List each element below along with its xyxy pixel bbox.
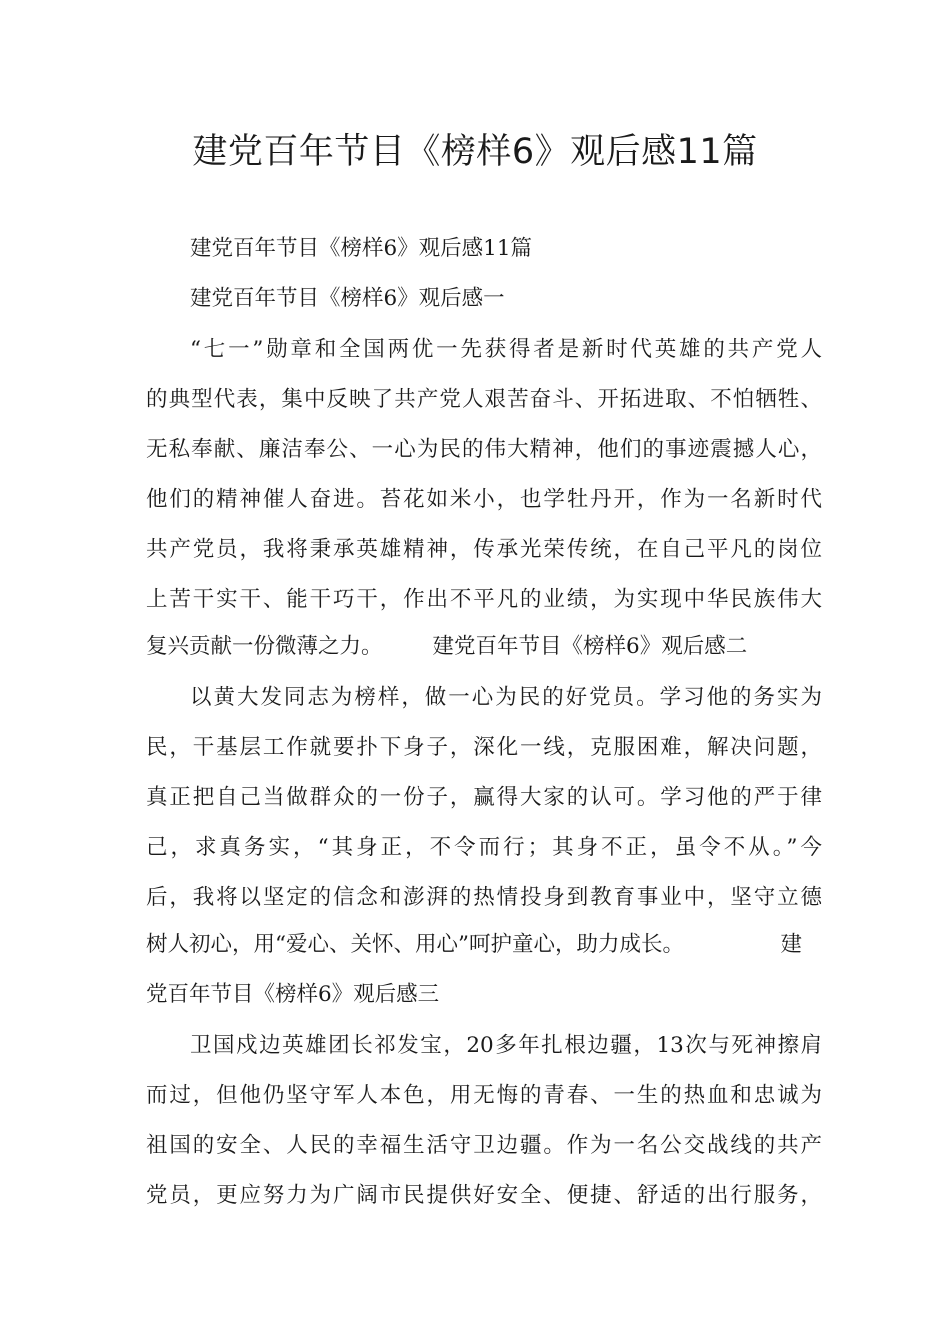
document-title: 建党百年节目《榜样6》观后感11篇 <box>192 132 758 172</box>
paragraph-line: 祖国的安全、人民的幸福生活守卫边疆。作为一名公交战线的共产 <box>146 1133 822 1158</box>
paragraph-line: “七一”勋章和全国两优一先获得者是新时代英雄的共产党人 <box>190 337 822 362</box>
paragraph-line: 而过，但他仍坚守军人本色，用无悔的青春、一生的热血和忠诚为 <box>146 1083 822 1108</box>
paragraph-line: 后，我将以坚定的信念和澎湃的热情投身到教育事业中，坚守立德 <box>146 885 822 910</box>
paragraph-line-mixed <box>146 624 822 670</box>
paragraph-line-mixed <box>146 922 822 968</box>
paragraph-line-end: 树人初心，用“爱心、关怀、用心”呵护童心，助力成长。 <box>146 932 684 957</box>
paragraph-line: 卫国戍边英雄团长祁发宝，20多年扎根边疆，13次与死神擦肩 <box>190 1033 822 1058</box>
section-heading-1: 建党百年节目《榜样6》观后感一 <box>190 286 505 311</box>
paragraph-line-end: 复兴贡献一份微薄之力。 <box>146 634 383 659</box>
paragraph-line: 他们的精神催人奋进。苔花如米小，也学牡丹开，作为一名新时代 <box>146 487 822 512</box>
paragraph-line: 无私奉献、廉洁奉公、一心为民的伟大精神，他们的事迹震撼人心， <box>146 437 822 462</box>
paragraph-line: 己，求真务实，“其身正，不令而行；其身不正，虽令不从。”今 <box>146 835 822 860</box>
section-heading-3-start: 建 <box>780 932 802 957</box>
paragraph-line: 以黄大发同志为榜样，做一心为民的好党员。学习他的务实为 <box>190 685 822 710</box>
paragraph-line: 共产党员，我将秉承英雄精神，传承光荣传统，在自己平凡的岗位 <box>146 537 822 562</box>
section-heading-3-end: 党百年节目《榜样6》观后感三 <box>146 982 440 1007</box>
paragraph-line: 党员，更应努力为广阔市民提供好安全、便捷、舒适的出行服务， <box>146 1183 822 1208</box>
subtitle-line: 建党百年节目《榜样6》观后感11篇 <box>190 236 533 261</box>
paragraph-line: 民，干基层工作就要扑下身子，深化一线，克服困难，解决问题， <box>146 735 822 760</box>
section-heading-2: 建党百年节目《榜样6》观后感二 <box>432 634 748 659</box>
paragraph-line: 的典型代表，集中反映了共产党人艰苦奋斗、开拓进取、不怕牺牲、 <box>146 387 822 412</box>
paragraph-line: 真正把自己当做群众的一份子，赢得大家的认可。学习他的严于律 <box>146 785 822 810</box>
paragraph-line: 上苦干实干、能干巧干，作出不平凡的业绩，为实现中华民族伟大 <box>146 587 822 612</box>
